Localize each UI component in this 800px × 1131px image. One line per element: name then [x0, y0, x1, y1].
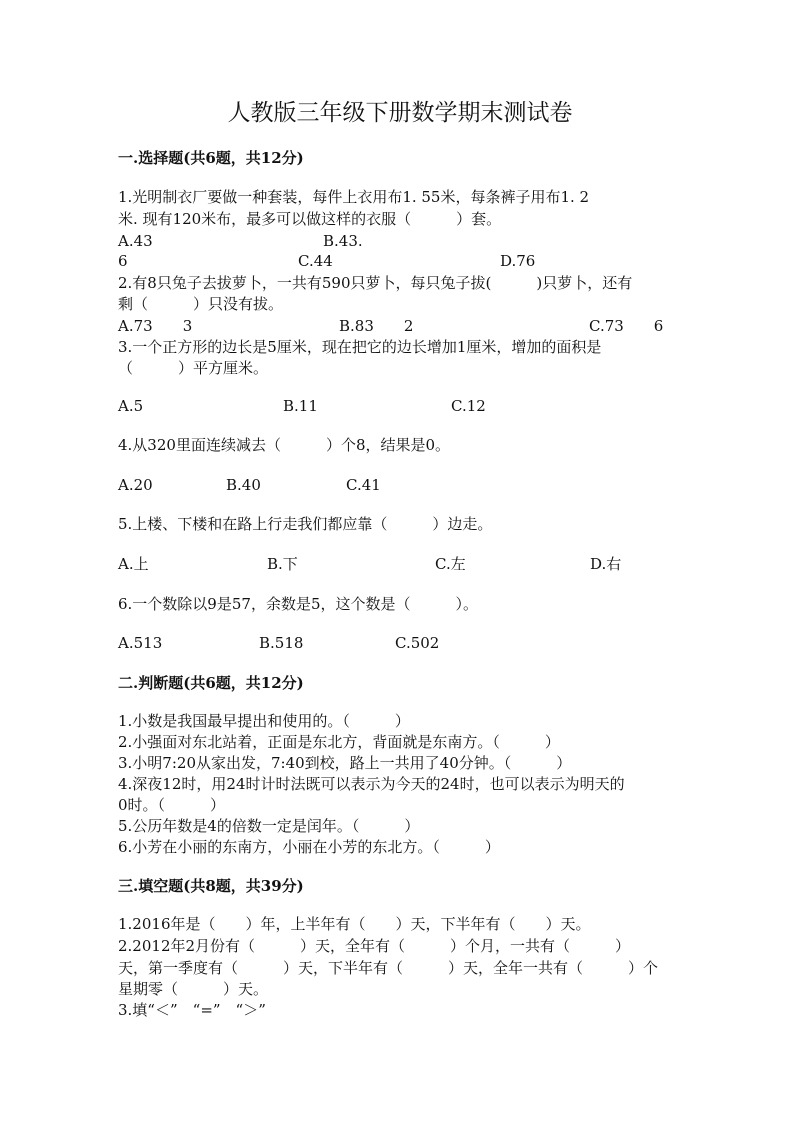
q6-option-b: B.518 — [259, 634, 304, 652]
fill-item-2-line3: 星期零（ ）天。 — [118, 980, 269, 998]
q2-option-a: A.73 3 — [118, 317, 193, 335]
q3-option-a: A.5 — [118, 397, 144, 415]
q3-text-line2: （ ）平方厘米。 — [118, 359, 269, 377]
q6-option-c: C.502 — [395, 634, 440, 652]
judge-item-6: 6.小芳在小丽的东南方，小丽在小芳的东北方。（ ） — [118, 838, 500, 856]
judge-item-4-line2: 0时。（ ） — [118, 796, 226, 814]
q3-option-c: C.12 — [451, 397, 486, 415]
q5-option-d: D.右 — [590, 555, 622, 573]
q4-option-b: B.40 — [226, 476, 261, 494]
q1-option-a: A.43 — [118, 232, 153, 250]
q2-text-line2: 剩（ ）只没有拔。 — [118, 295, 284, 313]
q1-option-b-continued: 6 — [118, 252, 128, 270]
q5-option-a: A.上 — [118, 555, 149, 573]
q1-text-line1: 1.光明制衣厂要做一种套装，每件上衣用布1. 55米，每条裤子用布1. 2 — [118, 188, 590, 206]
q3-option-b: B.11 — [283, 397, 318, 415]
q2-option-b: B.83 2 — [339, 317, 414, 335]
section-heading-judge: 二.判断题(共6题，共12分) — [118, 674, 304, 692]
q4-text: 4.从320里面连续减去（ ）个8，结果是0。 — [118, 436, 451, 454]
fill-item-3: 3.填“＜” “=” “＞” — [118, 1001, 266, 1019]
q2-option-c: C.73 6 — [589, 317, 664, 335]
q1-option-d: D.76 — [500, 252, 536, 270]
page-title: 人教版三年级下册数学期末测试卷 — [227, 100, 573, 126]
q5-text: 5.上楼、下楼和在路上行走我们都应靠（ ）边走。 — [118, 515, 493, 533]
q1-option-b: B.43. — [323, 232, 363, 250]
q4-option-a: A.20 — [118, 476, 153, 494]
q5-option-b: B.下 — [267, 555, 298, 573]
q2-text-line1: 2.有8只兔子去拔萝卜，一共有590只萝卜，每只兔子拔( )只萝卜，还有 — [118, 274, 633, 292]
q5-option-c: C.左 — [435, 555, 466, 573]
q6-option-a: A.513 — [118, 634, 163, 652]
section-heading-choice: 一.选择题(共6题，共12分) — [118, 149, 304, 167]
fill-item-2-line2: 天，第一季度有（ ）天，下半年有（ ）天，全年一共有（ ）个 — [118, 959, 659, 977]
q6-text: 6.一个数除以9是57，余数是5，这个数是（ ）。 — [118, 595, 478, 613]
judge-item-1: 1.小数是我国最早提出和使用的。（ ） — [118, 712, 410, 730]
q1-option-c: C.44 — [298, 252, 333, 270]
q1-text-line2: 米. 现有120米布，最多可以做这样的衣服（ ）套。 — [118, 210, 502, 228]
judge-item-5: 5.公历年数是4的倍数一定是闰年。（ ） — [118, 817, 420, 835]
fill-item-1: 1.2016年是（ ）年，上半年有（ ）天，下半年有（ ）天。 — [118, 915, 591, 933]
judge-item-3: 3.小明7:20从家出发，7:40到校，路上一共用了40分钟。（ ） — [118, 754, 572, 772]
section-heading-fill: 三.填空题(共8题，共39分) — [118, 877, 304, 895]
fill-item-2-line1: 2.2012年2月份有（ ）天，全年有（ ）个月，一共有（ ） — [118, 937, 631, 955]
judge-item-2: 2.小强面对东北站着，正面是东北方，背面就是东南方。（ ） — [118, 733, 560, 751]
judge-item-4-line1: 4.深夜12时，用24时计时法既可以表示为今天的24时，也可以表示为明天的 — [118, 775, 625, 793]
q4-option-c: C.41 — [346, 476, 381, 494]
q3-text-line1: 3.一个正方形的边长是5厘米，现在把它的边长增加1厘米，增加的面积是 — [118, 338, 602, 356]
